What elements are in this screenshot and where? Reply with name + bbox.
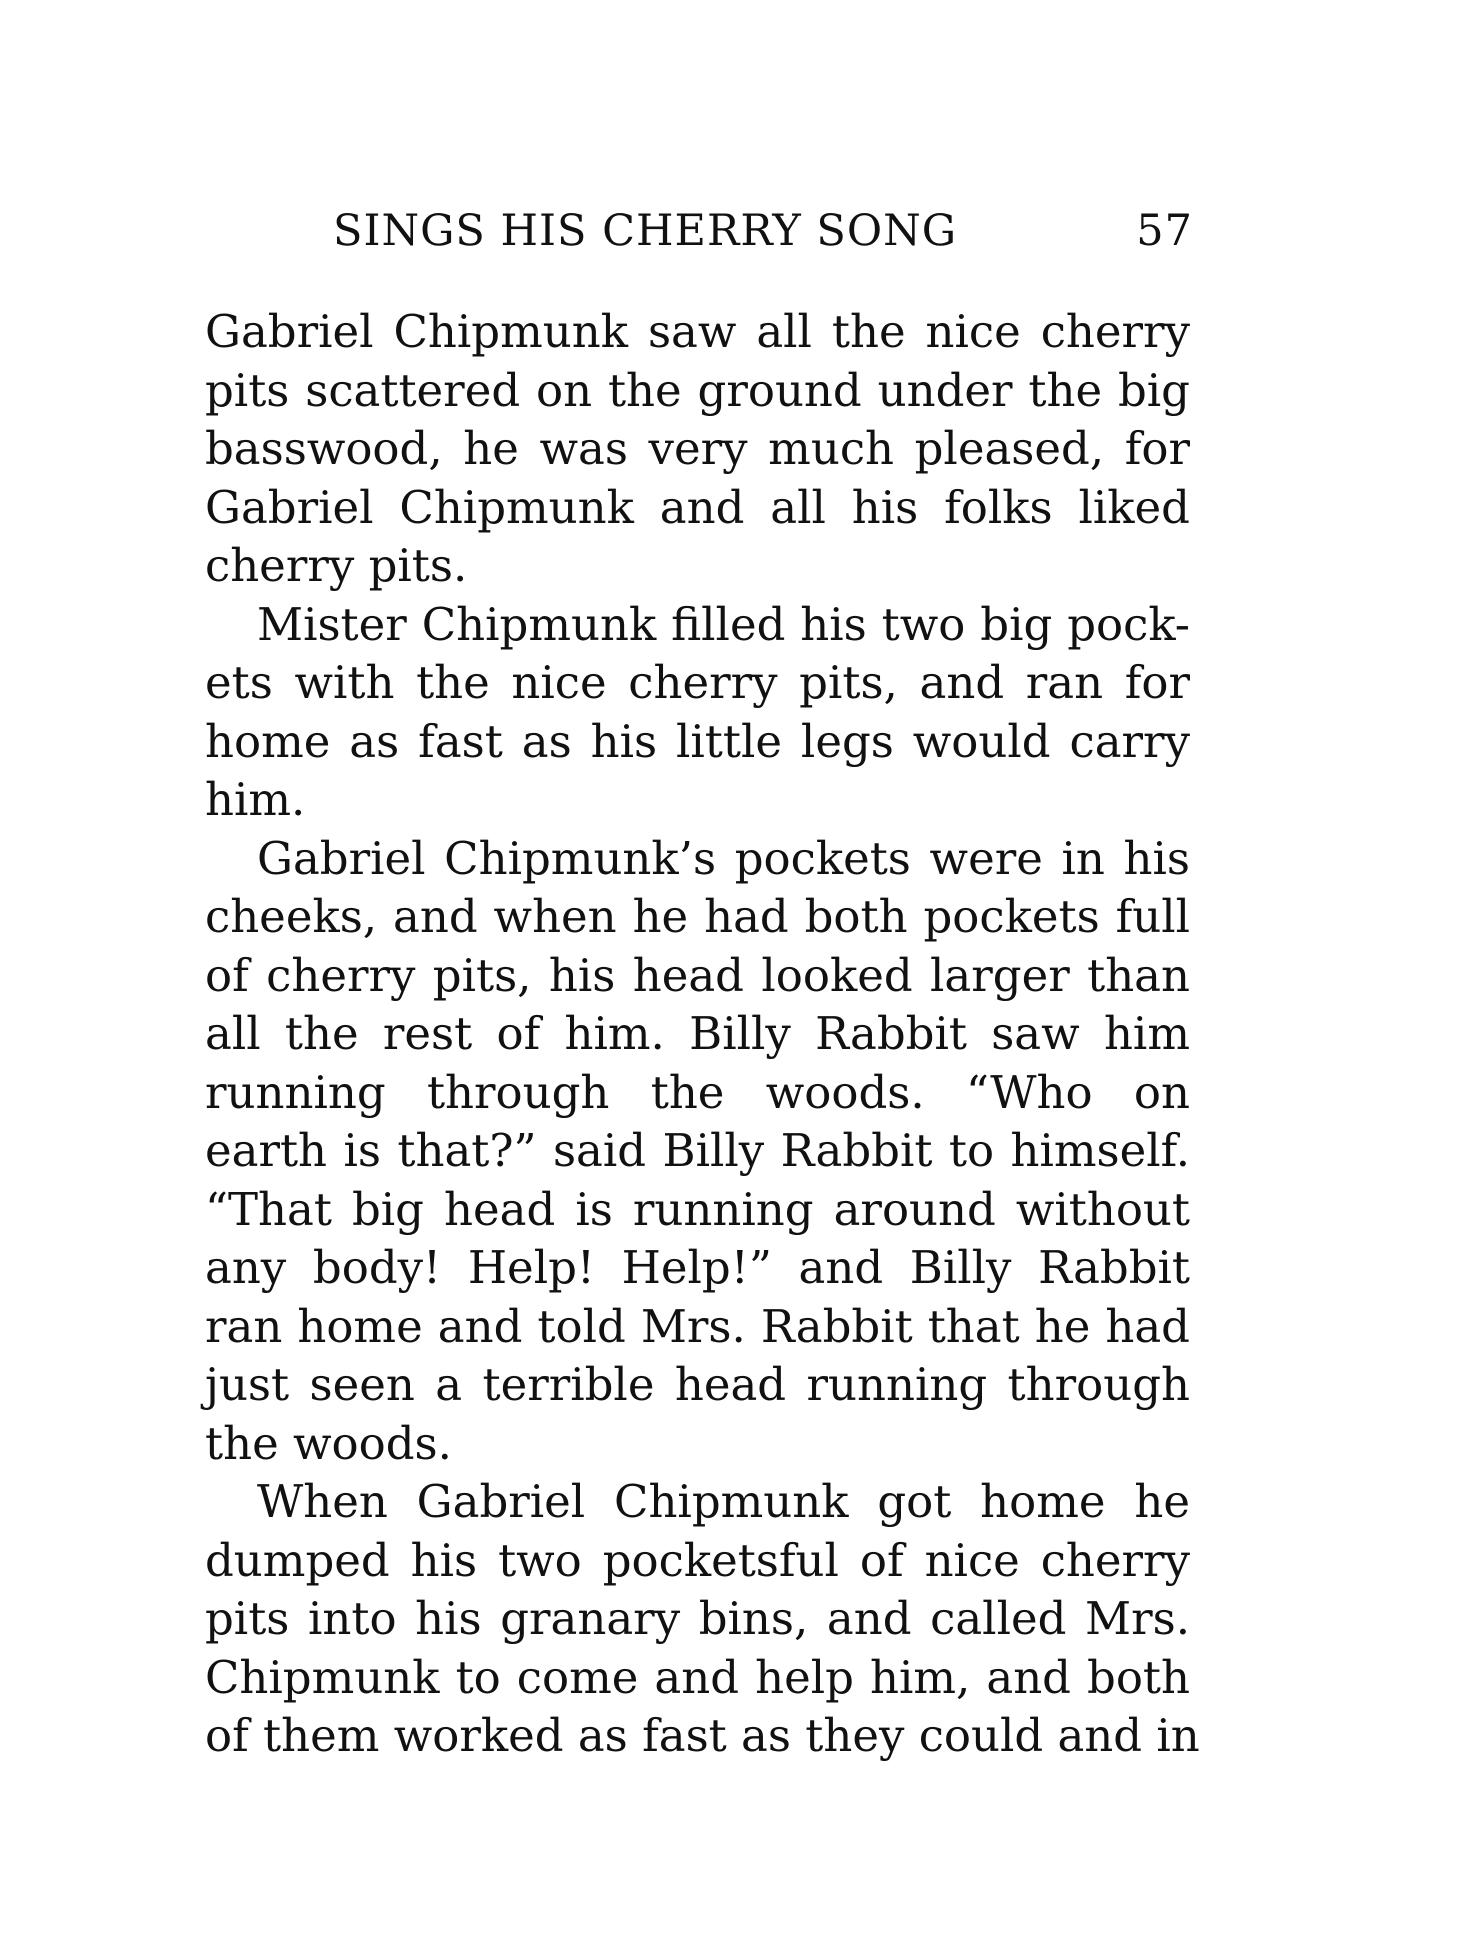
text-line: all the rest of him. Billy Rabbit saw him xyxy=(205,1007,1190,1060)
text-line: ran home and told Mrs. Rabbit that he had xyxy=(205,1299,1190,1353)
text-line: pits into his granary bins, and called Mrs. xyxy=(205,1592,1190,1645)
page-header xyxy=(333,206,1193,266)
running-title: SINGS HIS CHERRY SONG xyxy=(333,206,958,256)
text-line: Gabriel Chipmunk saw all the nice cherry xyxy=(205,305,1190,358)
text-line: ets with the nice cherry pits, and ran for xyxy=(205,656,1190,709)
text-line: When Gabriel Chipmunk got home he xyxy=(257,1475,1190,1528)
text-line: any body! Help! Help!” and Billy Rabbit xyxy=(205,1241,1190,1294)
text-line: of cherry pits, his head looked larger than xyxy=(205,948,1190,1002)
text-line: “That big head is running around without xyxy=(205,1182,1190,1236)
text-line: home as fast as his little legs would carry xyxy=(205,714,1190,768)
text-line: of them worked as fast as they could and in xyxy=(205,1709,1200,1762)
text-line: Gabriel Chipmunk and all his folks liked xyxy=(205,480,1190,534)
text-line: cheeks, and when he had both pockets full xyxy=(205,890,1190,943)
text-line: basswood, he was very much pleased, for xyxy=(205,422,1190,475)
text-line: Chipmunk to come and help him, and both xyxy=(205,1650,1190,1704)
text-line: dumped his two pocketsful of nice cherry xyxy=(205,1533,1190,1587)
text-line: Mister Chipmunk filled his two big pock- xyxy=(257,597,1190,651)
text-line: the woods. xyxy=(205,1416,452,1470)
text-line: earth is that?” said Billy Rabbit to himself. xyxy=(205,1124,1190,1177)
text-line: him. xyxy=(205,773,306,826)
text-line: pits scattered on the ground under the big xyxy=(205,363,1190,417)
text-line: running through the woods. “Who on xyxy=(205,1065,1190,1119)
text-line: Gabriel Chipmunk’s pockets were in his xyxy=(257,831,1190,885)
page-number: 57 xyxy=(1136,206,1193,256)
body-text xyxy=(205,303,1200,1766)
text-line: cherry pits. xyxy=(205,539,468,592)
text-line: just seen a terrible head running through xyxy=(205,1358,1190,1411)
